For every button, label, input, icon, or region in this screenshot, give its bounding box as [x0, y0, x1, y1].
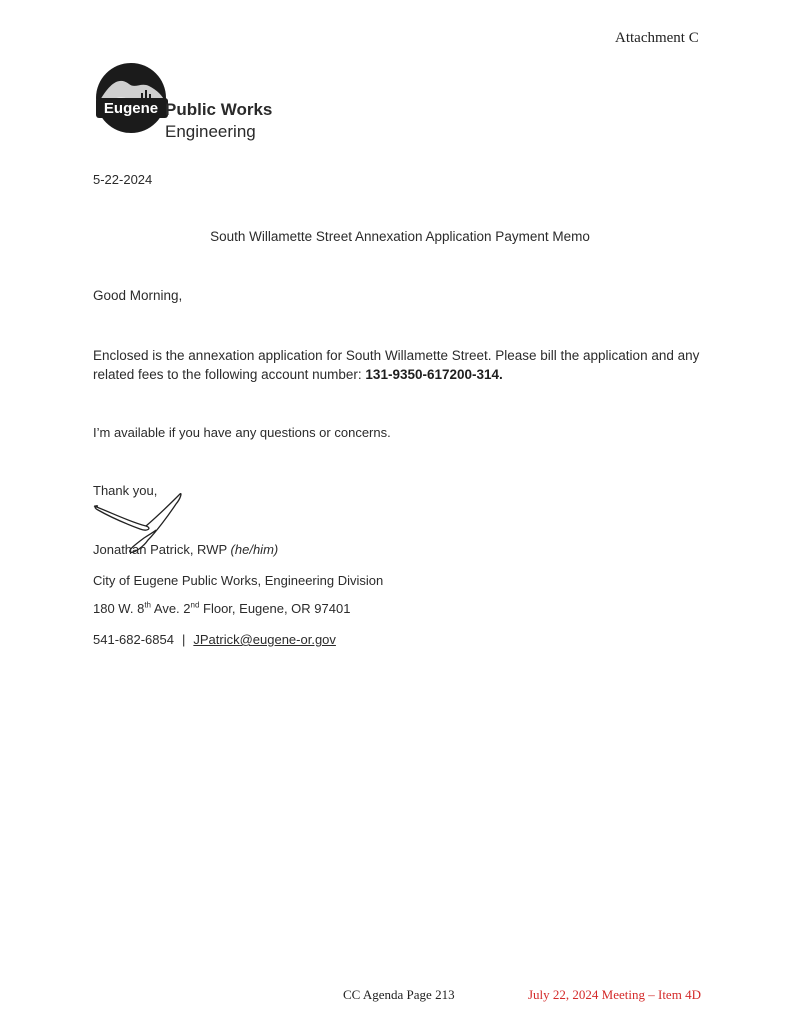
signer-contact	[93, 632, 336, 647]
memo-date: 5-22-2024	[93, 172, 153, 187]
signer-name-text: Jonathan Patrick, RWP	[93, 542, 227, 557]
address-superscript: nd	[190, 600, 200, 610]
attachment-label: Attachment C	[615, 30, 699, 46]
signer-phone: 541-682-6854	[93, 632, 174, 647]
account-number: 131-9350-617200-314.	[365, 367, 503, 382]
questions-line: I’m available if you have any questions or concerns.	[93, 425, 391, 440]
memo-body-text: Enclosed is the annexation application for South Willamette Street. Please bill the application and any related fees to the following account number:	[93, 348, 700, 382]
memo-body	[93, 346, 713, 384]
eugene-seal-icon	[95, 62, 169, 136]
signer-address	[93, 601, 350, 616]
closing-line: Thank you,	[93, 483, 158, 498]
signer-name	[93, 542, 278, 557]
signer-email-link[interactable]: JPatrick@eugene-or.gov	[193, 632, 336, 647]
logo-badge-text: Eugene	[103, 100, 159, 117]
logo-public-works: Public Works	[165, 100, 273, 119]
address-part: 180 W. 8	[93, 601, 145, 616]
address-part: Floor, Eugene, OR 97401	[199, 601, 351, 616]
signer-pronouns: (he/him)	[230, 542, 279, 557]
footer-meeting-info: July 22, 2024 Meeting – Item 4D	[528, 987, 701, 1002]
memo-subject: South Willamette Street Annexation Application Payment Memo	[210, 229, 590, 244]
footer-page-number: CC Agenda Page 213	[343, 987, 455, 1002]
contact-separator: |	[181, 632, 186, 647]
signer-organization: City of Eugene Public Works, Engineering Division	[93, 573, 384, 588]
address-superscript: th	[144, 600, 151, 610]
address-part: Ave. 2	[150, 601, 191, 616]
eugene-public-works-logo	[95, 62, 295, 144]
greeting: Good Morning,	[93, 288, 183, 303]
logo-engineering: Engineering	[165, 122, 256, 141]
